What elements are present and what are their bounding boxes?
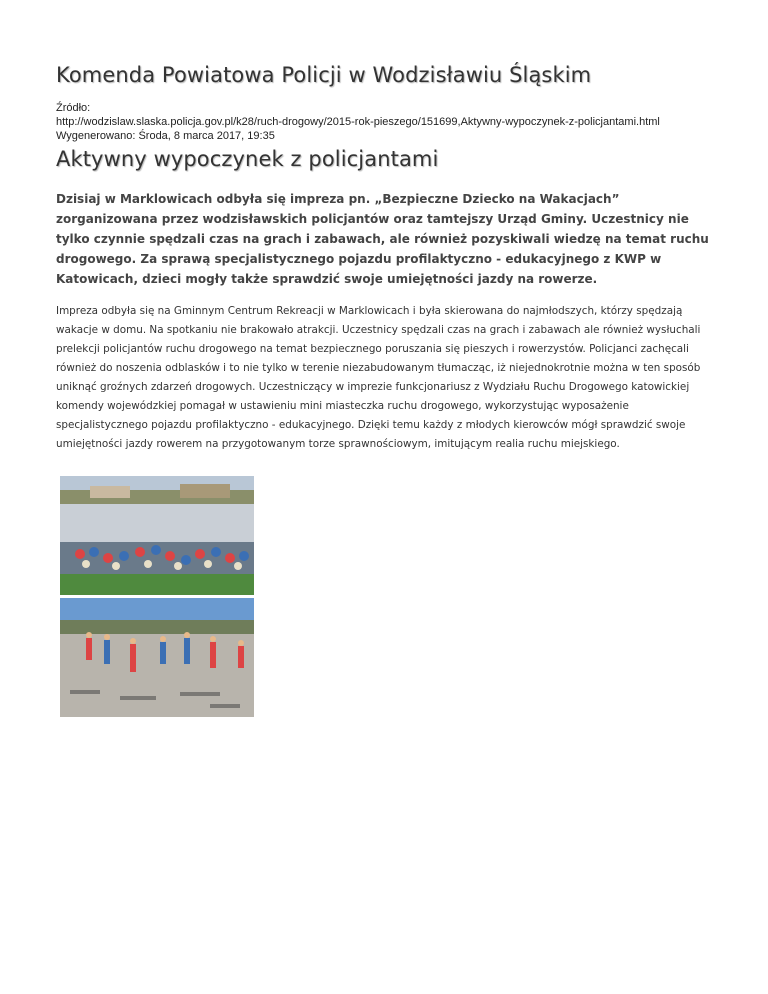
photo-gallery [60,476,254,720]
article-title: Aktywny wypoczynek z policjantami [56,147,439,171]
playing-photo-image [60,598,254,717]
photo-children-playing[interactable] [60,598,254,717]
article-body: Impreza odbyła się na Gminnym Centrum Rekreacji w Marklowicach i była skierowana do najmłodszych, którzy spędzają wakacje w domu. Na spotkaniu nie brakowało atrakcji. Uczestnicy spędzali czas na grach i zabawach ale również wysłuchali prelekcji policjantów ruchu drogowego na temat bezpiecznego poruszania się pieszych i rowerzystów. Policjanci zachęcali również do noszenia odblasków i to nie tylko w terenie niezabudowanym tłumacząc, iż niejednokrotnie można w ten sposób uniknąć groźnych zdarzeń drogowych. Uczestniczący w imprezie funkcjonariusz z Wydziału Ruchu Drogowego katowickiej komendy wojewódzkiej pomagał w ustawieniu mini miasteczka ruchu drogowego, wykorzystując wyposażenie specjalistycznego pojazdu profilaktyczno - edukacyjnego. Dzięki temu każdy z młodych kierowców mógł sprawdzić swoje umiejętności jazdy rowerem na przygotowanym torze sprawnościowym, imitującym realia ruchu miejskiego. [56,305,701,450]
source-meta [56,101,724,143]
generated-date: Wygenerowano: Środa, 8 marca 2017, 19:35 [56,130,275,142]
article-lead: Dzisiaj w Marklowicach odbyła się impreza pn. „Bezpieczne Dziecko na Wakacjach” zorganizowana przez wodzisławskich policjantów oraz tamtejszy Urząd Gminy. Uczestnicy nie tylko czynnie spędzali czas na grach i zabawach, ale również pozyskiwali wiedzę na temat ruchu drogowego. Za sprawą specjalistycznego pojazdu profilaktyczno - edukacyjnego z KWP w Katowicach, dzieci mogły także sprawdzić swoje umiejętności jazdy na rowerze. [56,192,709,286]
site-title: Komenda Powiatowa Policji w Wodzisławiu Śląskim [56,63,592,87]
group-photo-image [60,476,254,595]
source-label: Źródło: [56,102,91,114]
photo-group-children[interactable] [60,476,254,595]
source-url: http://wodzislaw.slaska.policja.gov.pl/k28/ruch-drogowy/2015-rok-pieszego/151699,Aktywny-wypoczynek-z-policjantami.html [56,116,660,128]
